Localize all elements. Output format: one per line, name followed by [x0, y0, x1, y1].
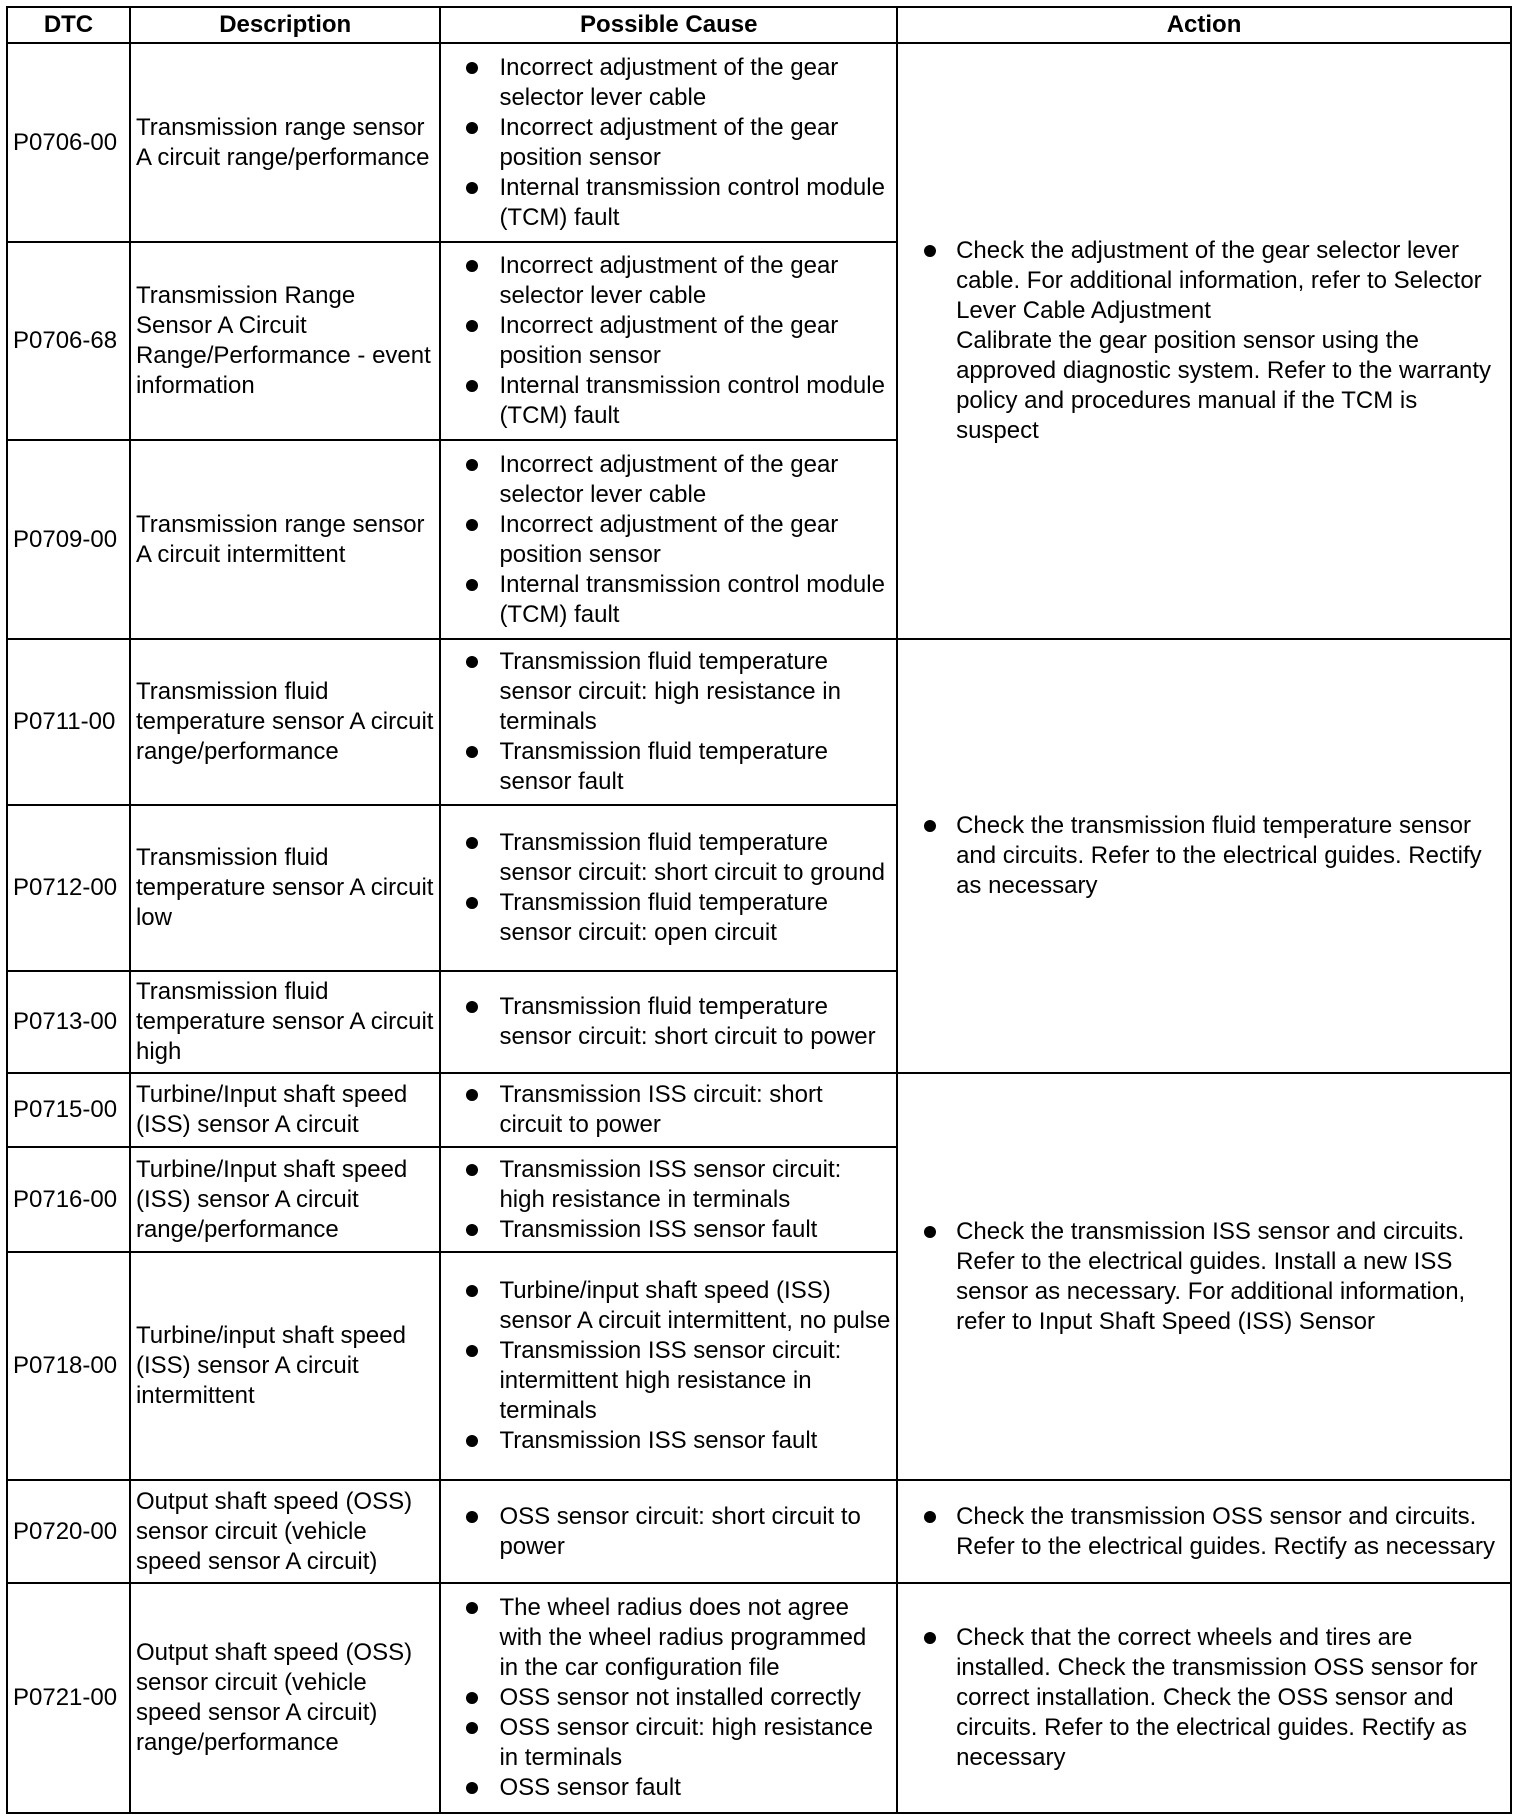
- dtc-code: P0709-00: [7, 440, 130, 639]
- cause-item: Internal transmission control module (TCM) fault: [446, 371, 891, 431]
- possible-cause: [440, 43, 897, 242]
- action-item: Check the transmission OSS sensor and circuits. Refer to the electrical guides. Rectify as necessary: [903, 1502, 1505, 1562]
- table-row: [7, 1480, 1511, 1583]
- header-description: Description: [130, 7, 440, 43]
- cause-item: OSS sensor not installed correctly: [446, 1683, 891, 1713]
- cause-item: Transmission fluid temperature sensor circuit: high resistance in terminals: [446, 647, 891, 737]
- table-row: [7, 639, 1511, 805]
- description: Transmission range sensor A circuit intermittent: [130, 440, 440, 639]
- cause-item: Incorrect adjustment of the gear position sensor: [446, 113, 891, 173]
- header-possible-cause: Possible Cause: [440, 7, 897, 43]
- description: Transmission Range Sensor A Circuit Range/Performance - event information: [130, 242, 440, 440]
- possible-cause: [440, 1480, 897, 1583]
- cause-item: Transmission fluid temperature sensor circuit: short circuit to power: [446, 992, 891, 1052]
- cause-item: Turbine/input shaft speed (ISS) sensor A circuit intermittent, no pulse: [446, 1276, 891, 1336]
- action-text: Calibrate the gear position sensor using the approved diagnostic system. Refer to the warranty policy and procedures manual if the TCM is suspect: [956, 327, 1492, 444]
- action-cell: [897, 1480, 1511, 1583]
- cause-item: Transmission ISS sensor fault: [446, 1426, 891, 1456]
- possible-cause: [440, 1147, 897, 1252]
- cause-item: OSS sensor fault: [446, 1773, 891, 1803]
- description: Turbine/Input shaft speed (ISS) sensor A circuit: [130, 1073, 440, 1147]
- cause-item: Transmission fluid temperature sensor fault: [446, 737, 891, 797]
- possible-cause: [440, 639, 897, 805]
- cause-item: Transmission fluid temperature sensor circuit: open circuit: [446, 888, 891, 948]
- table-row: [7, 43, 1511, 242]
- description: Transmission range sensor A circuit range/performance: [130, 43, 440, 242]
- action-cell: [897, 1073, 1511, 1480]
- possible-cause: [440, 1583, 897, 1813]
- dtc-table: [6, 6, 1512, 1814]
- cause-item: Transmission ISS sensor fault: [446, 1215, 891, 1245]
- dtc-code: P0712-00: [7, 805, 130, 971]
- dtc-code: P0716-00: [7, 1147, 130, 1252]
- action-cell: [897, 43, 1511, 639]
- possible-cause: [440, 805, 897, 971]
- description: Output shaft speed (OSS) sensor circuit (vehicle speed sensor A circuit) range/performance: [130, 1583, 440, 1813]
- action-item: Check that the correct wheels and tires are installed. Check the transmission OSS sensor for correct installation. Check the OSS sensor and circuits. Refer to the electrical guides. Rectify as necessary: [903, 1623, 1505, 1773]
- cause-item: Incorrect adjustment of the gear position sensor: [446, 510, 891, 570]
- cause-item: Internal transmission control module (TCM) fault: [446, 570, 891, 630]
- cause-item: The wheel radius does not agree with the wheel radius programmed in the car configuration file: [446, 1593, 891, 1683]
- cause-item: Transmission ISS circuit: short circuit to power: [446, 1080, 891, 1140]
- cause-item: Incorrect adjustment of the gear selector lever cable: [446, 450, 891, 510]
- cause-item: Incorrect adjustment of the gear position sensor: [446, 311, 891, 371]
- header-row: [7, 7, 1511, 43]
- description: Transmission fluid temperature sensor A circuit low: [130, 805, 440, 971]
- table-row: [7, 1583, 1511, 1813]
- possible-cause: [440, 971, 897, 1073]
- description: Transmission fluid temperature sensor A circuit high: [130, 971, 440, 1073]
- description: Turbine/Input shaft speed (ISS) sensor A circuit range/performance: [130, 1147, 440, 1252]
- dtc-code: P0706-68: [7, 242, 130, 440]
- description: Turbine/input shaft speed (ISS) sensor A circuit intermittent: [130, 1252, 440, 1480]
- dtc-code: P0713-00: [7, 971, 130, 1073]
- description: Output shaft speed (OSS) sensor circuit (vehicle speed sensor A circuit): [130, 1480, 440, 1583]
- action-cell: [897, 1583, 1511, 1813]
- dtc-code: P0711-00: [7, 639, 130, 805]
- possible-cause: [440, 440, 897, 639]
- action-text: Check the adjustment of the gear selector lever cable. For additional information, refer to Selector Lever Cable Adjustment: [956, 237, 1482, 324]
- dtc-code: P0718-00: [7, 1252, 130, 1480]
- cause-item: Incorrect adjustment of the gear selector lever cable: [446, 53, 891, 113]
- action-item: Check the transmission ISS sensor and circuits. Refer to the electrical guides. Install a new ISS sensor as necessary. For additional information, refer to Input Shaft Speed (ISS) Sensor: [903, 1217, 1505, 1337]
- header-dtc: DTC: [7, 7, 130, 43]
- cause-item: Transmission fluid temperature sensor circuit: short circuit to ground: [446, 828, 891, 888]
- possible-cause: [440, 242, 897, 440]
- possible-cause: [440, 1073, 897, 1147]
- dtc-code: P0706-00: [7, 43, 130, 242]
- cause-item: OSS sensor circuit: short circuit to power: [446, 1502, 891, 1562]
- action-item: Check the transmission fluid temperature sensor and circuits. Refer to the electrical guides. Rectify as necessary: [903, 811, 1505, 901]
- possible-cause: [440, 1252, 897, 1480]
- table-row: [7, 1073, 1511, 1147]
- header-action: Action: [897, 7, 1511, 43]
- cause-item: Incorrect adjustment of the gear selector lever cable: [446, 251, 891, 311]
- cause-item: Transmission ISS sensor circuit: high resistance in terminals: [446, 1155, 891, 1215]
- dtc-code: P0720-00: [7, 1480, 130, 1583]
- action-item: [903, 236, 1505, 446]
- dtc-code: P0715-00: [7, 1073, 130, 1147]
- action-cell: [897, 639, 1511, 1073]
- cause-item: Internal transmission control module (TCM) fault: [446, 173, 891, 233]
- dtc-code: P0721-00: [7, 1583, 130, 1813]
- description: Transmission fluid temperature sensor A circuit range/performance: [130, 639, 440, 805]
- cause-item: OSS sensor circuit: high resistance in terminals: [446, 1713, 891, 1773]
- cause-item: Transmission ISS sensor circuit: intermittent high resistance in terminals: [446, 1336, 891, 1426]
